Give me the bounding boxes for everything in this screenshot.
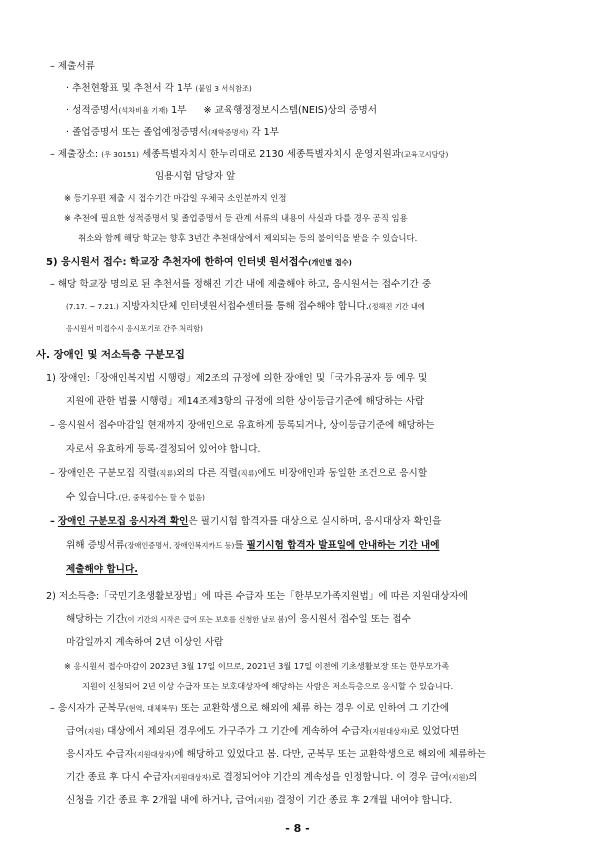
sa-p1-d2-s2: (직류) <box>237 469 258 478</box>
sa-p1-d3-l2-small: (장애인증명서, 장애인복지카드 등) <box>124 541 235 550</box>
docs-item3-a: · 졸업증명서 또는 졸업예정증명서 <box>66 127 208 138</box>
sa-p2-d1-l4-s1: (지원대상자) <box>170 773 212 782</box>
page-number: - 8 - <box>285 822 310 835</box>
sec5-period: (7.17. ~ 7.21.) <box>66 302 119 311</box>
docs-place-small: (교육고시담당) <box>401 150 449 159</box>
sa-p2-note-l1: ※ 응시원서 접수마감이 2023년 3월 17일 이므로, 2021년 3월 17일 이전에 기초생활보장 또는 한부모가족 <box>64 661 450 671</box>
sec5-title-small: (개인별 접수) <box>308 258 352 267</box>
docs-item2-b: 1부 <box>171 105 187 116</box>
docs-item3-small: (재학증명서) <box>207 128 249 137</box>
sec5-l2-small2: (정해진 기간 내에 <box>368 302 425 311</box>
sa-p2-d1-l5-a: 신청을 기간 종료 후 2개월 내에 하거나, 급여 <box>66 795 255 806</box>
sa-p1-d2-l2-small: (단, 중복접수는 할 수 없음) <box>118 493 205 502</box>
sa-p2-d1-l1-a: – 응시자가 군복무 <box>50 703 126 714</box>
sa-p2-d1-l4-b: 로 결정되어야 기간의 계속성을 인정합니다. 이 경우 급여 <box>211 772 449 783</box>
sa-p1-l1: 1) 장애인:「장애인복지법 시행령」제2조의 규정에 의한 장애인 및「국가유공자 등 예우 및 <box>46 373 428 384</box>
sa-p2-note-l2: 지원이 신청되어 2년 이상 수급자 또는 보호대상자에 해당하는 사람은 저소득층으로 응시할 수 있습니다. <box>82 681 454 691</box>
sa-p2-d1-l3-a: 응시자도 수급자 <box>66 749 134 760</box>
docs-place-line2: 임용시험 담당자 앞 <box>155 171 236 182</box>
sa-p2-d1-l2-s1: (지원) <box>84 727 105 736</box>
sa-p2-l2-b: 이 응시원서 접수일 또는 접수 <box>287 614 411 625</box>
docs-item2-c: ※ 교육행정정보시스템(NEIS)상의 증명서 <box>203 105 378 116</box>
sa-p1-d2-b: 외의 다른 직렬 <box>176 468 238 479</box>
sa-p2-d1-l2-c: 로 있었다면 <box>409 726 460 737</box>
sa-p1-d3-dash: – <box>50 516 55 527</box>
sec5-l2 <box>66 300 425 314</box>
sa-p2-d1-l4-c: 의 <box>468 772 478 783</box>
docs-note2-l2: 취소와 함께 해당 학교는 향후 3년간 추천대상에서 제외되는 등의 불이익을 받을 수 있습니다. <box>78 233 418 243</box>
docs-item1-note: (붙임 3 서식참조) <box>195 84 252 93</box>
sa-p1-d3-l2-bold: 필기시험 합격자 발표일에 안내하는 기간 내에 <box>246 540 440 551</box>
sa-p2-d1-l3 <box>66 748 486 762</box>
sec5-title <box>46 256 352 270</box>
docs-place <box>50 148 448 162</box>
sa-p2-l2-small: (이 기간의 시작은 급여 또는 보호를 신청한 날로 봄) <box>124 615 288 624</box>
sa-p1-d3-l2-a: 위해 증빙서류 <box>66 540 125 551</box>
sa-p2-d1-l5 <box>66 794 452 808</box>
docs-item1-text: · 추천현황표 및 추천서 각 1부 <box>66 83 193 94</box>
docs-place-a: – 제출장소: <box>50 149 99 160</box>
docs-item-grades <box>66 104 377 118</box>
sa-p1-d2-l1 <box>50 467 427 481</box>
sa-p1-d3-l3: 제출해야 합니다. <box>66 564 138 575</box>
sa-p2-d1-l5-s1: (지원) <box>254 796 274 805</box>
sa-p2-d1-l2-s2: (지원대상자) <box>369 727 410 736</box>
sa-p1-d2-s1: (직류) <box>156 469 177 478</box>
sa-p2-d1-l2-b: 대상에서 제외된 경우에도 가구주가 그 기간에 계속하여 수급자 <box>107 726 370 737</box>
docs-heading: – 제출서류 <box>50 61 95 72</box>
docs-item2-a: · 성적증명서 <box>66 105 119 116</box>
sa-p2-d1-l4 <box>66 771 478 785</box>
sa-p1-d3-l2-b: 를 <box>234 540 244 551</box>
docs-place-b: 세종특별자치시 한누리대로 2130 세종특별자치시 운영지원과 <box>141 149 402 160</box>
docs-item-graduation <box>66 126 279 140</box>
sec5-l2-text: 지방자치단체 인터넷원서접수센터를 통해 접수해야 합니다. <box>121 301 369 312</box>
sa-p2-d1-l2 <box>66 725 459 739</box>
sa-p2-d1-l4-a: 기간 종료 후 다시 수급자 <box>66 772 171 783</box>
section-sa-title: 사. 장애인 및 저소득층 구분모집 <box>36 349 185 361</box>
sa-p1-d3-l2 <box>66 539 439 553</box>
docs-item-recommendation <box>66 82 252 96</box>
docs-place-zip: (우 30151) <box>101 150 139 159</box>
sa-p1-d2-l2-text: 수 있습니다. <box>66 492 119 503</box>
sa-p1-l2: 지원에 관한 법률 시행령」제14조제3항의 규정에 의한 상이등급기준에 해당하는 사람 <box>66 396 425 407</box>
sa-p2-d1-l3-b: 에 해당하고 있었다고 봄. 다만, 군복무 또는 교환학생으로 해외에 체류하는 <box>174 749 486 760</box>
docs-item3-b: 각 1부 <box>251 127 280 138</box>
sa-p1-d3-rest: 은 필기시험 합격자를 대상으로 실시하며, 응시대상자 확인을 <box>188 516 442 527</box>
docs-note1: ※ 등기우편 제출 시 접수기간 마감일 우체국 소인분까지 인정 <box>64 193 287 203</box>
sa-p1-d3-l1 <box>50 515 441 529</box>
sa-p1-d1-l1: – 응시원서 접수마감일 현재까지 장애인으로 유효하게 등록되거나, 상이등급기준에 해당하는 <box>50 420 435 431</box>
sec5-l3: 응시원서 미접수시 응시포기로 간주 처리함) <box>66 324 203 333</box>
docs-note2-l1: ※ 추천에 필요한 성적증명서 및 졸업증명서 등 관계 서류의 내용이 사실과 다를 경우 공직 임용 <box>64 213 408 223</box>
sa-p2-l3: 마감일까지 계속하여 2년 이상인 사람 <box>66 637 224 648</box>
sa-p1-d2-l2 <box>66 491 205 505</box>
sa-p2-d1-l1-b: 또는 교환학생으로 해외에 체류 하는 경우 이로 인하여 그 기간에 <box>180 703 450 714</box>
sa-p2-d1-l5-b: 결정이 기간 종료 후 2개월 내여야 합니다. <box>276 795 453 806</box>
docs-item2-small: (석차비율 기재) <box>118 106 168 115</box>
sec5-l1: – 해당 학교장 명의로 된 추천서를 정해진 기간 내에 제출해야 하고, 응시원서는 접수기간 중 <box>50 279 432 290</box>
sa-p2-l1: 2) 저소득층:「국민기초생활보장법」에 따른 수급자 또는「한부모가족지원법」에 따른 지원대상자에 <box>46 591 468 602</box>
sa-p1-d2-c: 에도 비장애인과 동일한 조건으로 응시할 <box>257 468 428 479</box>
sa-p1-d3-bold: 장애인 구분모집 응시자격 확인 <box>57 516 189 527</box>
sa-p2-d1-l4-s2: (지원) <box>448 773 469 782</box>
sa-p1-d2-a: – 장애인은 구분모집 직렬 <box>50 468 157 479</box>
sa-p1-d1-l2: 자로서 유효하게 등록·결정되어 있어야 합니다. <box>66 444 261 455</box>
sa-p2-l2 <box>66 613 411 627</box>
sa-p2-d1-l2-a: 급여 <box>66 726 85 737</box>
sa-p2-d1-l3-s1: (지원대상자) <box>133 750 175 759</box>
sa-p2-d1-l1-small: (현역, 대체복무) <box>125 704 178 713</box>
sec5-title-text: 5) 응시원서 접수: 학교장 추천자에 한하여 인터넷 원서접수 <box>46 257 309 268</box>
sa-p2-d1-l1 <box>50 702 449 716</box>
sa-p2-l2-a: 해당하는 기간 <box>66 614 125 625</box>
